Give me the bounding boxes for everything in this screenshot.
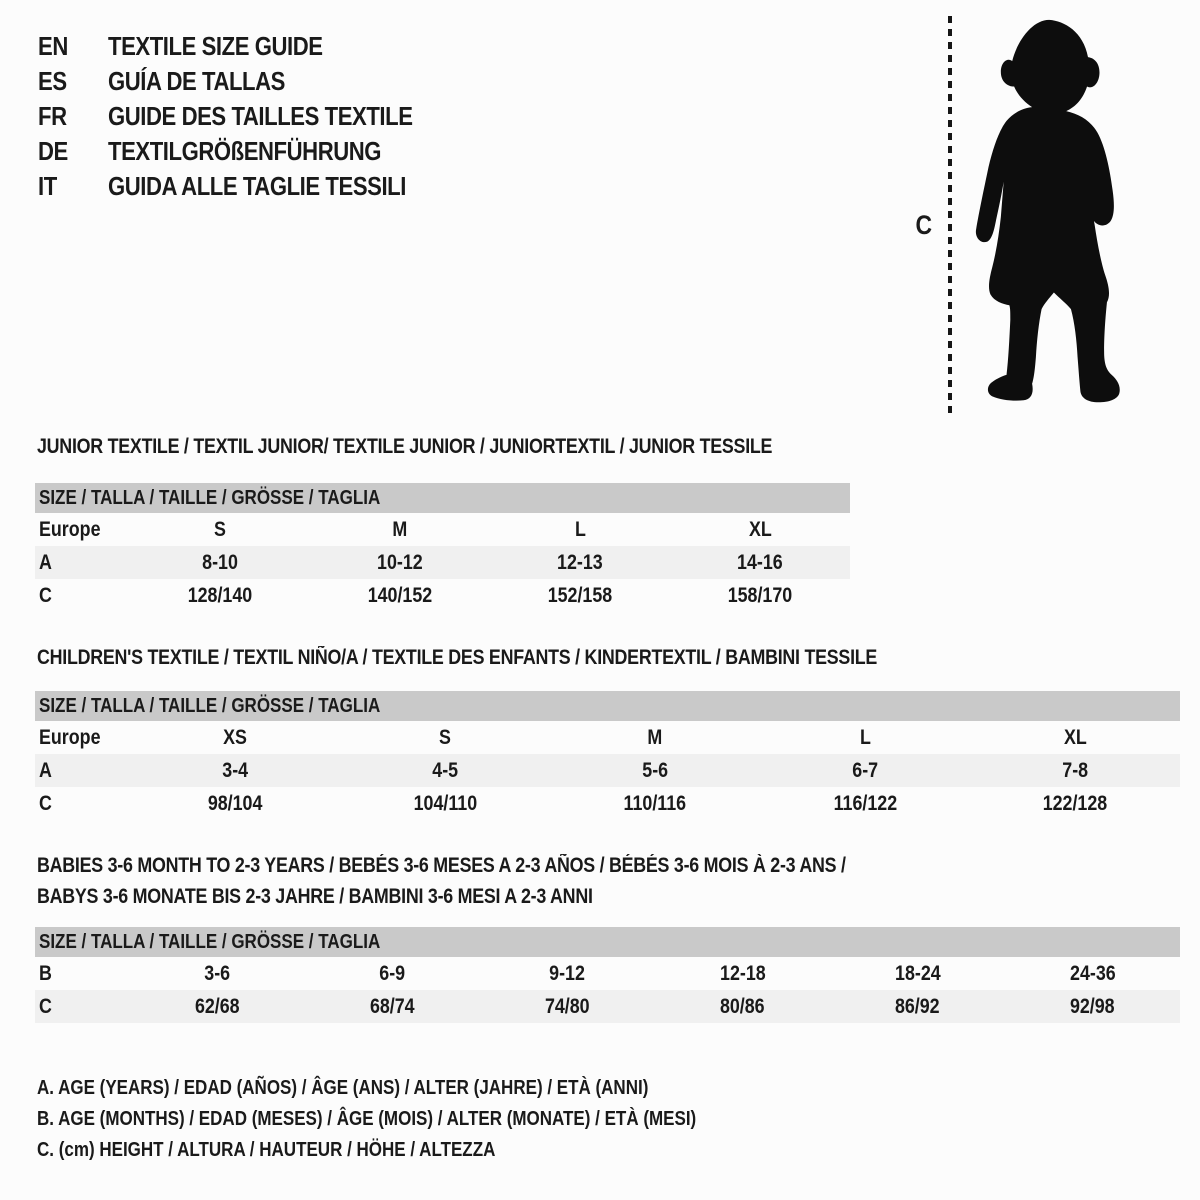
size-value: M [392,517,408,541]
age-value: 24-36 [1069,961,1116,985]
row-label: C [39,583,52,607]
height-value: 116/122 [833,791,897,815]
row-label: C [39,791,52,815]
language-row-it [38,169,466,204]
height-value: 86/92 [895,994,940,1018]
size-table-header: SIZE / TALLA / TAILLE / GRÖSSE / TAGLIA [35,927,1180,957]
guide-title-it: GUIDA ALLE TAGLIE TESSILI [108,171,406,201]
language-row-es [38,64,466,99]
babies-size-table [35,927,1180,1023]
age-value: 5-6 [642,758,668,782]
row-label: Europe [39,517,101,541]
age-value: 12-13 [557,550,603,574]
table-row-height-cm [35,787,1180,820]
size-value: M [647,725,663,749]
row-label: A [39,758,52,782]
table-row-age-years [35,546,850,579]
language-code: EN [38,31,68,61]
guide-title-es: GUÍA DE TALLAS [108,66,285,96]
height-value: 74/80 [545,994,590,1018]
language-code: ES [38,66,67,96]
size-value: L [574,517,586,541]
height-value: 62/68 [195,994,240,1018]
table-row-age-months [35,957,1180,990]
guide-title-fr: GUIDE DES TAILLES TEXTILE [108,101,413,131]
height-value: 122/128 [1042,791,1108,815]
age-value: 3-4 [222,758,248,782]
language-code: DE [38,136,68,166]
size-table-header: SIZE / TALLA / TAILLE / GRÖSSE / TAGLIA [35,483,850,513]
table-row-height-cm [35,579,850,612]
height-value: 92/98 [1070,994,1115,1018]
measurement-legend [37,1073,813,1166]
size-value: XL [748,517,772,541]
table-row-age-years [35,754,1180,787]
age-value: 6-9 [379,961,406,985]
age-value: 14-16 [737,550,783,574]
table-row-height-cm [35,990,1180,1023]
size-table-header: SIZE / TALLA / TAILLE / GRÖSSE / TAGLIA [35,691,1180,721]
junior-section-title: JUNIOR TEXTILE / TEXTIL JUNIOR/ TEXTILE JUNIOR / JUNIORTEXTIL / JUNIOR TESSILE [37,435,773,458]
height-value: 104/110 [413,791,477,815]
age-value: 4-5 [432,758,458,782]
height-value: 80/86 [720,994,765,1018]
age-value: 3-6 [204,961,231,985]
size-value: XL [1063,725,1087,749]
height-value: 98/104 [207,791,263,815]
height-value: 68/74 [370,994,415,1018]
children-size-table [35,691,1180,820]
height-value: 152/158 [547,583,613,607]
age-value: 12-18 [719,961,766,985]
row-label: Europe [39,725,101,749]
size-value: S [439,725,451,749]
legend-line-c: C. (cm) HEIGHT / ALTURA / HAUTEUR / HÖHE / ALTEZZA [37,1139,496,1161]
language-title-list [38,29,466,204]
age-value: 6-7 [852,758,878,782]
language-code: IT [38,171,57,201]
babies-section-title: BABIES 3-6 MONTH TO 2-3 YEARS / BEBÉS 3-6 MESES A 2-3 AÑOS / BÉBÉS 3-6 MOIS À 2-3 ANS / BABYS 3-6 MONATE BIS 2-3 JAHRE / BAMBINI 3-6 MESI A 2-3 ANNI [37,854,846,908]
children-section-title: CHILDREN'S TEXTILE / TEXTIL NIÑO/A / TEXTILE DES ENFANTS / KINDERTEXTIL / BAMBINI TESSILE [37,646,878,669]
size-value: L [859,725,871,749]
height-measure-label: C [915,210,933,240]
guide-title-de: TEXTILGRÖßENFÜHRUNG [108,136,382,166]
guide-title-en: TEXTILE SIZE GUIDE [108,31,323,61]
age-value: 8-10 [202,550,238,574]
height-measure-dashed-line [948,16,952,416]
size-value: XS [223,725,247,749]
table-row-europe [35,721,1180,754]
legend-line-a: A. AGE (YEARS) / EDAD (AÑOS) / ÂGE (ANS) / ALTER (JAHRE) / ETÀ (ANNI) [37,1077,649,1099]
age-value: 10-12 [377,550,423,574]
row-label: B [39,961,52,985]
toddler-silhouette-image [962,14,1142,416]
age-value: 9-12 [549,961,586,985]
legend-line-b: B. AGE (MONTHS) / EDAD (MESES) / ÂGE (MOIS) / ALTER (MONATE) / ETÀ (MESI) [37,1108,697,1130]
height-value: 140/152 [367,583,433,607]
height-value: 128/140 [187,583,253,607]
language-row-en [38,29,466,64]
row-label: C [39,994,52,1018]
language-row-fr [38,99,466,134]
language-row-de [38,134,466,169]
language-code: FR [38,101,67,131]
height-value: 110/116 [623,791,687,815]
junior-size-table [35,483,850,612]
table-row-europe [35,513,850,546]
age-value: 18-24 [894,961,941,985]
size-value: S [214,517,226,541]
age-value: 7-8 [1062,758,1088,782]
height-value: 158/170 [727,583,793,607]
row-label: A [39,550,52,574]
